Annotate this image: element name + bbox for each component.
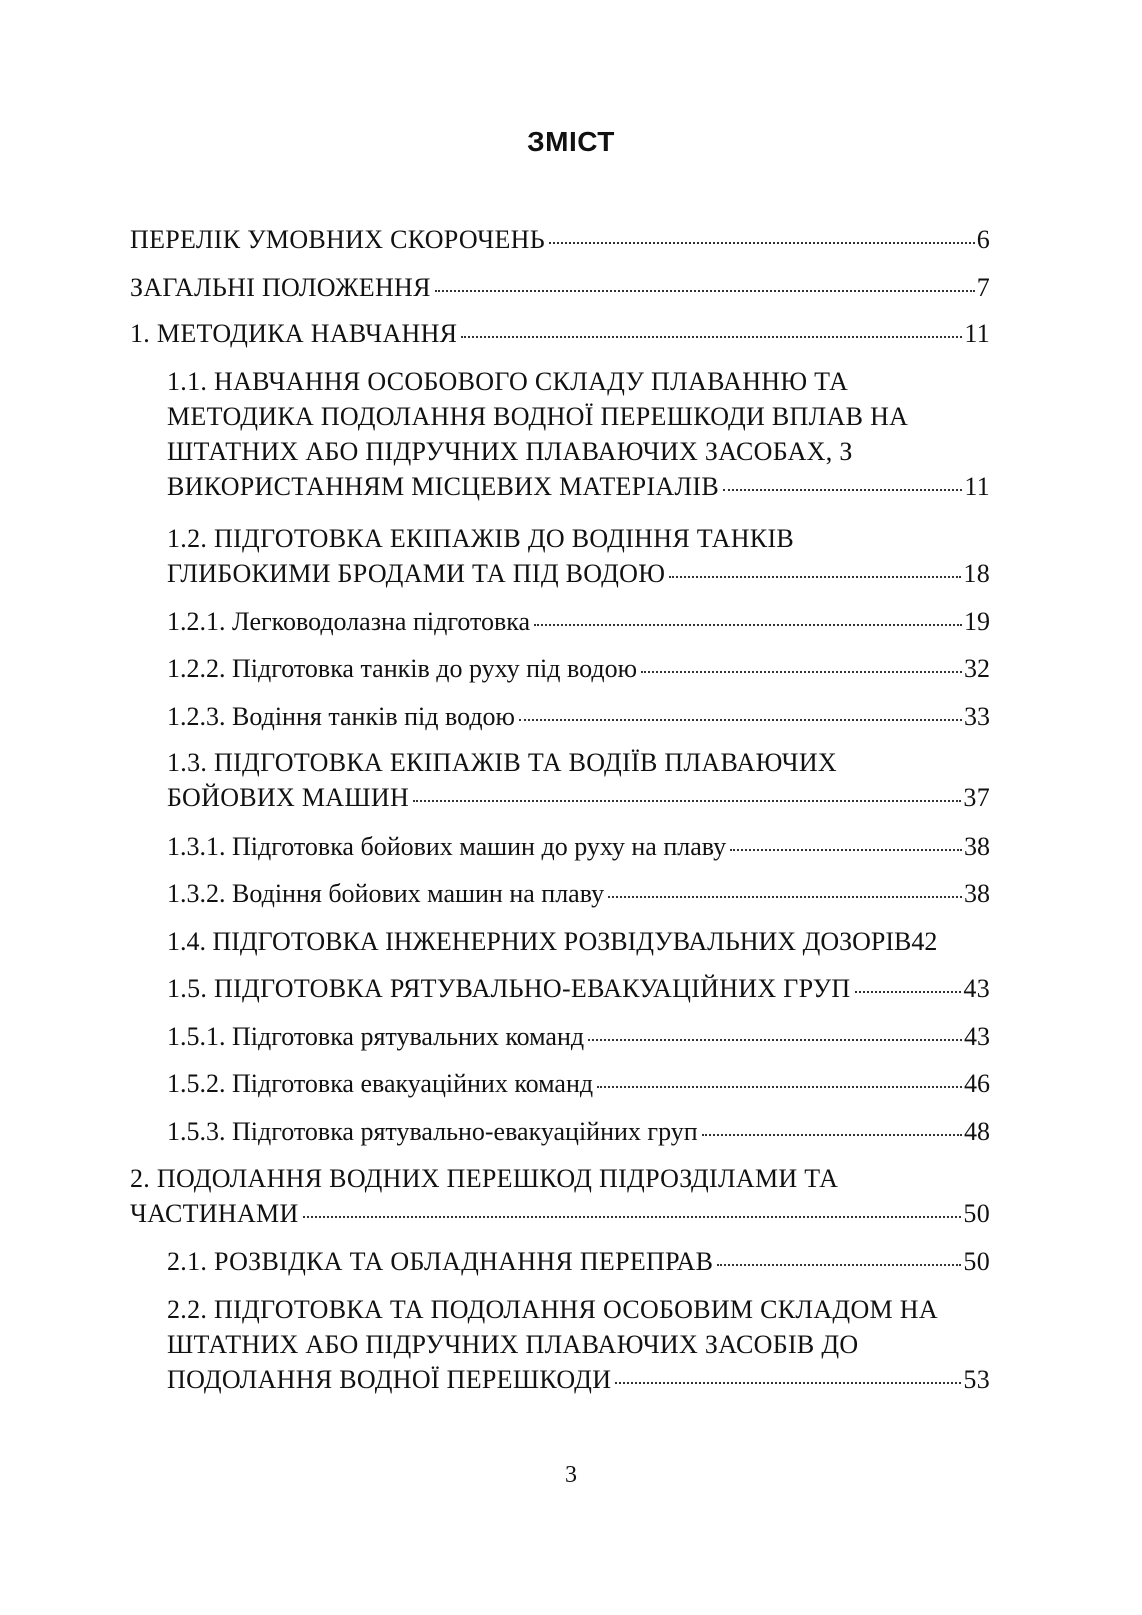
toc-entry-title: 1.5.1. Підготовка рятувальних команд [167,1022,585,1051]
toc-entry-title: 1.5. ПІДГОТОВКА РЯТУВАЛЬНО-ЕВАКУАЦІЙНИХ ГРУП [167,974,851,1003]
toc-entry-title: 1.2.2. Підготовка танків до руху під водою [167,654,638,683]
toc-page-number: 6 [976,225,990,254]
toc-entry-title: БОЙОВИХ МАШИН [167,783,410,812]
toc-entry-title: ПОДОЛАННЯ ВОДНОЇ ПЕРЕШКОДИ [167,1365,612,1394]
toc-page-number: 18 [963,559,990,588]
toc-page-number: 53 [963,1365,990,1394]
toc-leader-dots [597,1066,962,1088]
toc-leader-dots [588,1019,962,1041]
toc-entry-title: 1.3.1. Підготовка бойових машин до руху на плаву [167,832,727,861]
toc-entry [167,651,990,686]
toc-entry [167,604,990,639]
toc-entry [167,1019,990,1054]
toc-entry-title: 1.4. ПІДГОТОВКА ІНЖЕНЕРНИХ РОЗВІДУВАЛЬНИХ ДОЗОРІВ [167,927,912,956]
toc-page-number: 32 [964,654,990,683]
toc-entry-line: ШТАТНИХ АБО ПІДРУЧНИХ ПЛАВАЮЧИХ ЗАСОБІВ ДО [167,1330,859,1359]
toc-entry-title: 1.5.2. Підготовка евакуаційних команд [167,1069,594,1098]
toc-entry [167,971,990,1006]
toc-entry [167,364,990,504]
toc-entry-title: 1.2.3. Водіння танків під водою [167,702,515,731]
toc-leader-dots [413,780,961,802]
toc-entry [130,1161,990,1231]
toc-entry-title: ПЕРЕЛІК УМОВНИХ СКОРОЧЕНЬ [130,225,545,254]
toc-entry [167,1244,990,1279]
toc-leader-dots [855,971,962,993]
toc-entry [167,745,990,815]
toc-entry [167,924,990,959]
toc-leader-dots [641,651,962,673]
toc-page-number: 11 [964,319,990,348]
page-number: 3 [565,1462,577,1488]
toc-entry-line: ШТАТНИХ АБО ПІДРУЧНИХ ПЛАВАЮЧИХ ЗАСОБАХ, З [167,437,853,466]
toc-entry [167,521,990,591]
toc-entry-title: ЗАГАЛЬНІ ПОЛОЖЕННЯ [130,273,431,302]
toc-page-number: 50 [963,1199,990,1228]
toc-entry [130,222,990,257]
toc-page-number: 19 [964,607,990,636]
toc-entry [167,1292,990,1397]
toc-page-number: 38 [964,879,990,908]
toc-leader-dots [461,316,962,338]
toc-leader-dots [615,1362,961,1384]
toc-entry-line: МЕТОДИКА ПОДОЛАННЯ ВОДНОЇ ПЕРЕШКОДИ ВПЛАВ НА [167,402,909,431]
toc-leader-dots [549,222,975,244]
toc-leader-dots [303,1196,962,1218]
toc-entry-title: ВИКОРИСТАННЯМ МІСЦЕВИХ МАТЕРІАЛІВ [167,472,720,501]
toc-entry [130,316,990,351]
toc-entry [167,876,990,911]
toc-entry-title: 1.2.1. Легководолазна підготовка [167,607,531,636]
toc-entry-line: 2.2. ПІДГОТОВКА ТА ПОДОЛАННЯ ОСОБОВИМ СКЛАДОМ НА [167,1295,938,1324]
toc-leader-dots [723,469,962,491]
toc-leader-dots [730,829,962,851]
toc-entry-line: 2. ПОДОЛАННЯ ВОДНИХ ПЕРЕШКОД ПІДРОЗДІЛАМИ ТА [130,1164,839,1193]
toc-entry-line: 1.3. ПІДГОТОВКА ЕКІПАЖІВ ТА ВОДІЇВ ПЛАВАЮЧИХ [167,748,837,777]
toc-page-number: 11 [964,472,990,501]
toc-entry-title: 1. МЕТОДИКА НАВЧАННЯ [130,319,458,348]
toc-entry-title: 2.1. РОЗВІДКА ТА ОБЛАДНАННЯ ПЕРЕПРАВ [167,1247,714,1276]
toc-entry [167,699,990,734]
toc-entry-title: 1.3.2. Водіння бойових машин на плаву [167,879,605,908]
toc-leader-dots [717,1244,961,1266]
toc-page-number: 38 [964,832,990,861]
toc-leader-dots [534,604,962,626]
toc-page-number: 43 [964,1022,990,1051]
toc-page-number: 37 [963,783,990,812]
toc-page-number: 42 [911,927,938,956]
toc-entry [167,1066,990,1101]
toc-page-number: 46 [964,1069,990,1098]
toc-entry-line: 1.2. ПІДГОТОВКА ЕКІПАЖІВ ДО ВОДІННЯ ТАНКІВ [167,524,795,553]
toc-leader-dots [608,876,962,898]
toc-leader-dots [519,699,962,721]
toc-page-number: 50 [963,1247,990,1276]
toc-entry-title: ЧАСТИНАМИ [130,1199,299,1228]
toc-leader-dots [702,1114,962,1136]
toc-entry-title: 1.5.3. Підготовка рятувально-евакуаційних груп [167,1117,698,1146]
toc-leader-dots [669,556,961,578]
toc-entry [167,1114,990,1149]
page-title: ЗМІСТ [527,126,615,157]
toc-leader-dots [435,270,975,292]
toc-page-number: 48 [964,1117,990,1146]
toc-entry-line: 1.1. НАВЧАННЯ ОСОБОВОГО СКЛАДУ ПЛАВАННЮ ТА [167,367,849,396]
toc-page-number: 33 [964,702,990,731]
toc-page-number: 7 [976,273,990,302]
toc-entry [130,270,990,305]
toc-page-number: 43 [963,974,990,1003]
toc-entry [167,829,990,864]
toc-entry-title: ГЛИБОКИМИ БРОДАМИ ТА ПІД ВОДОЮ [167,559,666,588]
